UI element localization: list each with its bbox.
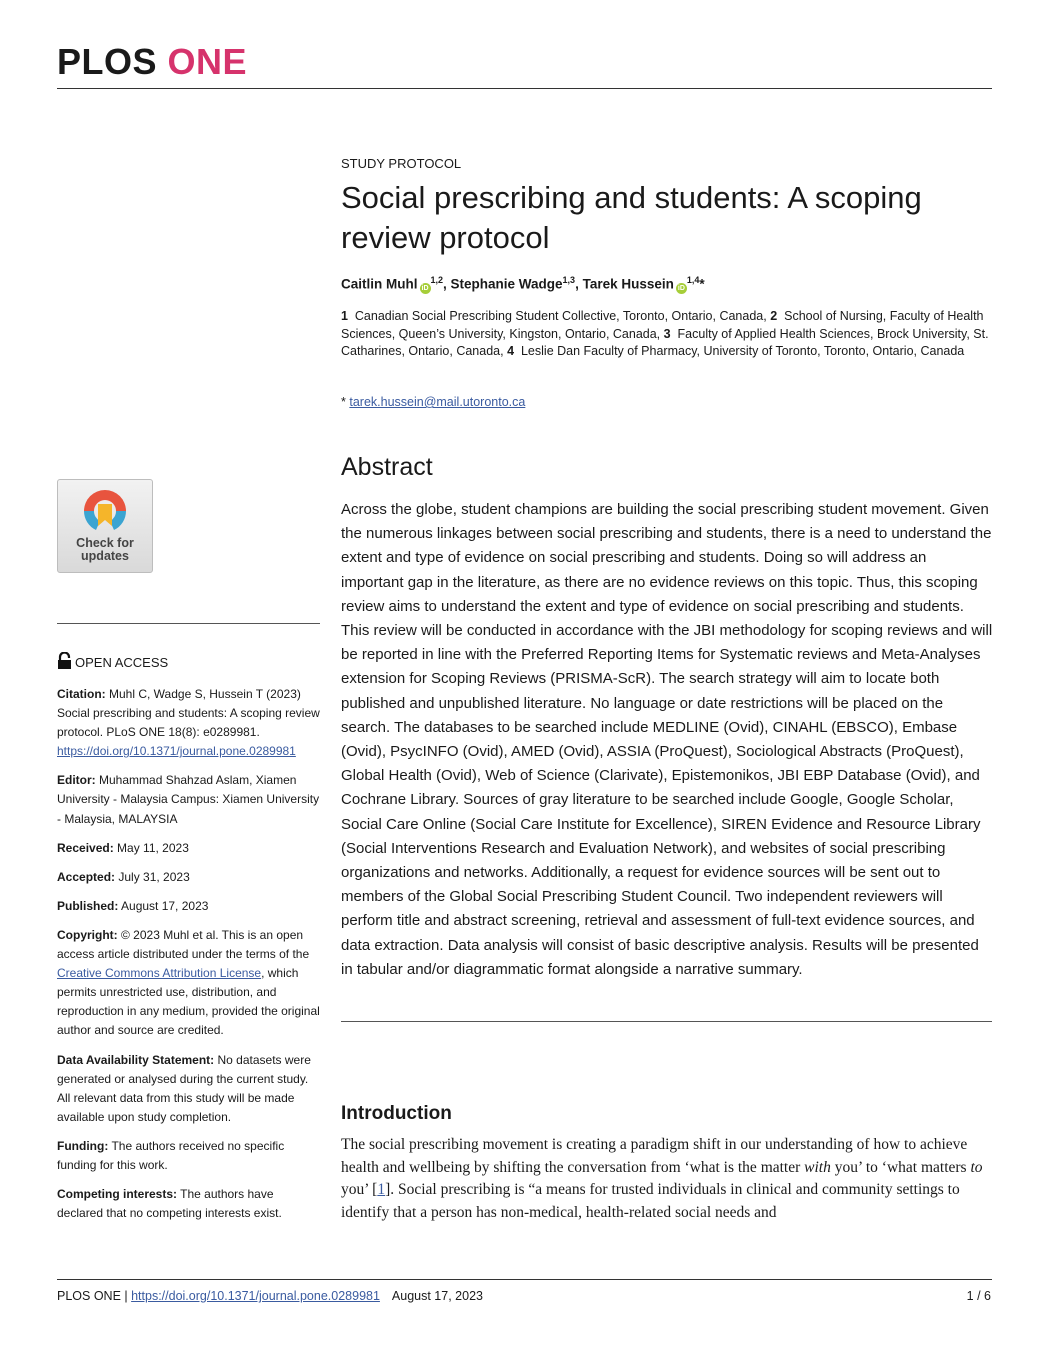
- editor-block: [57, 771, 321, 828]
- introduction-body: [341, 1134, 993, 1224]
- check-updates-line1: Check for: [76, 536, 134, 550]
- funding-block: [57, 1137, 321, 1175]
- data-availability-label: Data Availability Statement:: [57, 1052, 215, 1067]
- published-block: [57, 897, 321, 916]
- footer-citation: [57, 1289, 483, 1303]
- reference-link[interactable]: 1: [377, 1181, 386, 1198]
- competing-interests-text: The authors have declared that no competing interests exist.: [57, 1187, 282, 1221]
- corresponding-mark: *: [699, 276, 705, 292]
- check-for-updates-button[interactable]: [57, 479, 153, 573]
- citation-block: [57, 685, 321, 761]
- corresponding-author: [341, 395, 525, 409]
- open-access-text: OPEN ACCESS: [75, 655, 169, 670]
- intro-emphasis: to: [970, 1158, 983, 1176]
- logo-one: ONE: [167, 41, 248, 82]
- footer-date: August 17, 2023: [391, 1289, 483, 1303]
- citation-text: Muhl C, Wadge S, Hussein T (2023) Social prescribing and students: A scoping review protocol. PLoS ONE 18(8): e0289981.: [57, 687, 320, 740]
- funding-label: Funding:: [57, 1138, 109, 1153]
- open-lock-icon: [57, 652, 72, 669]
- corresponding-prefix: *: [341, 395, 346, 409]
- author-name[interactable]: Caitlin Muhl: [341, 276, 418, 292]
- accepted-block: [57, 868, 321, 887]
- orcid-icon[interactable]: iD: [421, 284, 429, 292]
- affiliation-text: Faculty of Applied Health Sciences, Brock University, St. Catharines, Ontario, Canada,: [341, 326, 989, 358]
- received-label: Received:: [57, 840, 114, 855]
- crossmark-icon: [80, 486, 130, 536]
- data-availability-block: [57, 1051, 321, 1127]
- footer-divider: [57, 1279, 992, 1280]
- abstract-divider: [341, 1021, 992, 1022]
- published-label: Published:: [57, 898, 119, 913]
- footer-journal: PLOS ONE |: [57, 1289, 132, 1303]
- author-name[interactable]: Stephanie Wadge: [450, 276, 563, 292]
- article-metadata-sidebar: [57, 685, 321, 1233]
- published-date: August 17, 2023: [121, 898, 209, 913]
- affiliation-number: 1: [341, 309, 348, 323]
- abstract-body: Across the globe, student champions are building the social prescribing student movement. Given the numerous linkages between social prescribing and students, there is a need to understand the extent and type of evidence on social prescribing and students. Doing so will address an important gap in the literature, as there are no evidence reviews on this topic. Thus, this scoping review aims to understand the extent and type of evidence on social prescribing and students. This review will be conducted in accordance with the JBI methodology for scoping reviews and will be reported in line with the Preferred Reporting Items for Systematic reviews and Meta-Analyses extension for Scoping Reviews (PRISMA-ScR). The search strategy will aim to locate both published and unpublished literature. No language or date restrictions will be placed on the search. The databases to be searched include MEDLINE (Ovid), CINAHL (EBSCO), Embase (Ovid), PsycINFO (Ovid), AMED (Ovid), ASSIA (ProQuest), Sociological Abstracts (ProQuest), Global Health (Ovid), Web of Science (Clarivate), Epistemonikos, JBI EBP Database (Ovid), and Cochrane Library. Sources of gray literature to be searched include Google, Google Scholar, Social Care Online (Social Care Institute for Excellence), SIREN Evidence and Resource Library (Social Interventions Research and Evaluation Network), and websites of social prescribing organizations and networks. Additionally, a request for evidence sources will be sent out to members of the Global Social Prescribing Student Council. Two independent reviewers will perform title and abstract screening, retrieval and assessment of full-text evidence sources, and data extraction. Data analysis will consist of basic descriptive analysis. Results will be presented in tabular and/or diagrammatic format alongside a narrative summary.: [341, 501, 993, 978]
- corresponding-email-link[interactable]: tarek.hussein@mail.utoronto.ca: [349, 395, 526, 409]
- abstract-heading: Abstract: [341, 453, 433, 481]
- affiliation-number: 3: [663, 326, 671, 341]
- citation-doi-link[interactable]: https://doi.org/10.1371/journal.pone.0289981: [57, 744, 296, 759]
- author-affil-sup: 1,3: [562, 275, 576, 285]
- accepted-date: July 31, 2023: [118, 869, 190, 884]
- author-separator: ,: [575, 276, 583, 292]
- affiliations: [341, 308, 993, 361]
- affiliation-text: School of Nursing, Faculty of Health Sciences, Queen’s University, Kingston, Ontario, Canada,: [341, 309, 984, 341]
- license-link[interactable]: Creative Commons Attribution License: [57, 966, 262, 981]
- orcid-icon[interactable]: iD: [677, 284, 685, 292]
- editor-label: Editor:: [57, 773, 96, 788]
- funding-text: The authors received no specific funding for this work.: [57, 1138, 285, 1172]
- citation-label: Citation:: [57, 687, 106, 701]
- affiliation-number: 4: [507, 344, 515, 358]
- header-divider: [57, 88, 992, 89]
- open-access-label: [57, 652, 168, 670]
- affiliation-number: 2: [770, 309, 778, 323]
- author-affil-sup: 1,2: [430, 275, 444, 285]
- copyright-block: [57, 926, 321, 1041]
- page-number: 1 / 6: [966, 1289, 991, 1303]
- author-separator: ,: [443, 276, 451, 292]
- affiliation-text: Canadian Social Prescribing Student Collective, Toronto, Ontario, Canada,: [354, 309, 771, 323]
- introduction-heading: Introduction: [341, 1103, 452, 1124]
- author-list: [341, 275, 991, 294]
- accepted-label: Accepted:: [57, 869, 116, 884]
- journal-logo: [57, 41, 248, 82]
- copyright-label: Copyright:: [57, 927, 118, 942]
- sidebar-divider: [57, 623, 320, 624]
- data-availability-text: No datasets were generated or analysed during the current study. All relevant data from this study will be made available upon study completion.: [57, 1052, 311, 1124]
- intro-text: The social prescribing movement is creating a paradigm shift in our understanding of how to achieve health and wellbeing by shifting the conversation from ‘what is the matter: [341, 1136, 968, 1176]
- check-updates-line2: updates: [81, 549, 129, 563]
- affiliation-text: Leslie Dan Faculty of Pharmacy, University of Toronto, Toronto, Ontario, Canada: [520, 344, 965, 358]
- intro-text: you’ [: [341, 1181, 378, 1198]
- editor-text: Muhammad Shahzad Aslam, Xiamen University - Malaysia Campus: Xiamen University - Malaysia, MALAYSIA: [57, 773, 320, 826]
- article-title: Social prescribing and students: A scoping review protocol: [341, 180, 922, 255]
- received-date: May 11, 2023: [117, 840, 189, 855]
- copyright-text: © 2023 Muhl et al. This is an open access article distributed under the terms of the: [57, 927, 310, 962]
- author-affil-sup: 1,4: [686, 275, 700, 285]
- footer-doi-link[interactable]: https://doi.org/10.1371/journal.pone.0289981: [131, 1289, 380, 1303]
- intro-text: you’ to ‘what matters: [830, 1158, 971, 1176]
- copyright-text: , which permits unrestricted use, distribution, and reproduction in any medium, provided the original author and source are credited.: [57, 966, 320, 1038]
- intro-text: ]. Social prescribing is “a means for trusted individuals in clinical and community settings to identify that a person has non-medical, health-related social needs and: [341, 1181, 960, 1221]
- author-name[interactable]: Tarek Hussein: [582, 276, 674, 292]
- competing-interests-block: [57, 1185, 321, 1223]
- competing-interests-label: Competing interests:: [57, 1187, 178, 1202]
- article-type: STUDY PROTOCOL: [341, 156, 462, 171]
- received-block: [57, 839, 321, 858]
- intro-emphasis: with: [804, 1158, 831, 1176]
- check-updates-label: [58, 537, 152, 563]
- logo-plos: PLOS: [57, 41, 158, 82]
